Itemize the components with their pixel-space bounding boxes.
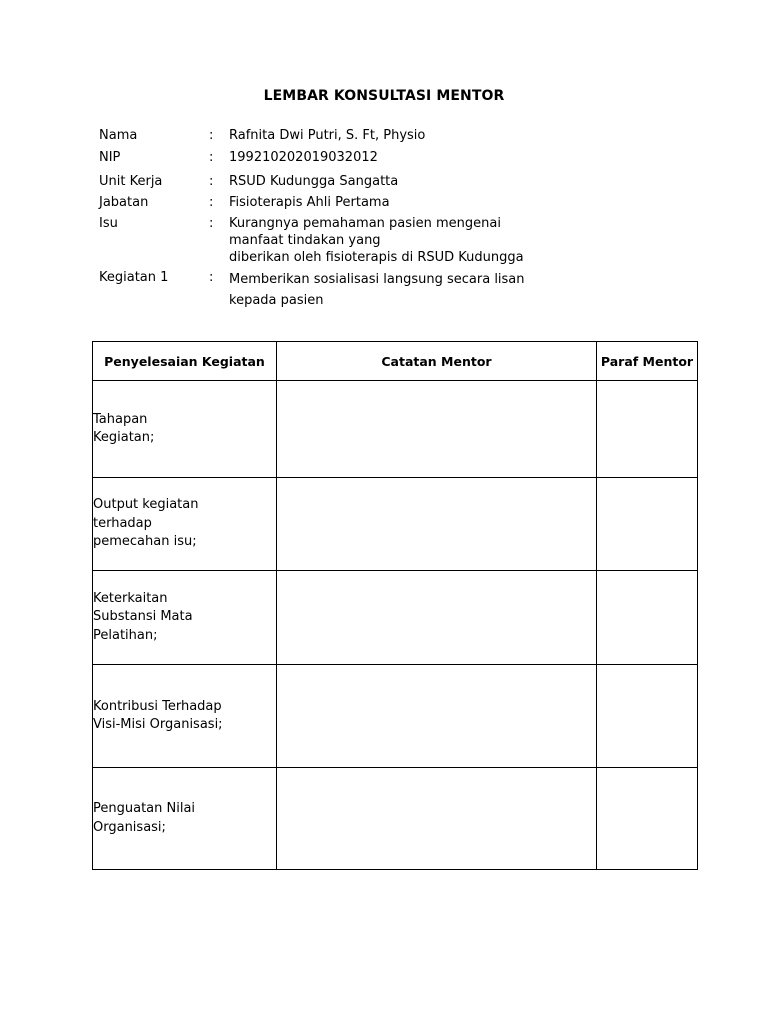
paraf-mentor-cell[interactable] — [597, 571, 698, 665]
row-label-line: Kontribusi Terhadap — [93, 698, 222, 714]
table-row — [93, 571, 698, 665]
table-row — [93, 768, 698, 870]
header-penyelesaian-kegiatan: Penyelesaian Kegiatan — [93, 342, 277, 381]
row-label-keterkaitan-substansi — [93, 571, 277, 665]
info-value-line: diberikan oleh fisioterapis di RSUD Kudungga — [229, 250, 524, 265]
paraf-mentor-cell[interactable] — [597, 381, 698, 478]
info-label: Jabatan — [99, 195, 149, 210]
info-colon: : — [209, 150, 214, 165]
catatan-mentor-cell[interactable] — [277, 478, 597, 571]
header-paraf-mentor: Paraf Mentor — [597, 342, 698, 381]
info-value — [229, 215, 524, 266]
info-value-line: Memberikan sosialisasi langsung secara lisan — [229, 272, 525, 287]
catatan-mentor-cell[interactable] — [277, 571, 597, 665]
info-colon: : — [209, 195, 214, 210]
row-label-kontribusi-visi-misi — [93, 665, 277, 768]
info-value — [229, 194, 390, 211]
info-label: Isu — [99, 216, 118, 231]
table-row — [93, 665, 698, 768]
consultation-table — [92, 341, 698, 870]
document-title: LEMBAR KONSULTASI MENTOR — [263, 88, 505, 104]
info-colon: : — [209, 216, 214, 231]
row-label-line: Output kegiatan — [93, 497, 199, 513]
info-value-line: Kurangnya pemahaman pasien mengenai — [229, 216, 501, 231]
row-label-line: terhadap — [93, 515, 152, 531]
header-catatan-mentor: Catatan Mentor — [277, 342, 597, 381]
info-value — [229, 173, 398, 190]
info-value — [229, 269, 525, 311]
info-label: Nama — [99, 128, 138, 143]
info-label: NIP — [99, 150, 121, 165]
row-label-line: Penguatan Nilai — [93, 801, 196, 816]
info-colon: : — [209, 270, 214, 285]
row-label-line: pemecahan isu; — [93, 534, 197, 550]
info-value-line: 199210202019032012 — [229, 150, 378, 165]
info-value-line: kepada pasien — [229, 293, 324, 308]
table-row — [93, 381, 698, 478]
row-label-line: Visi-Misi Organisasi; — [93, 717, 223, 732]
info-value — [229, 127, 425, 144]
catatan-mentor-cell[interactable] — [277, 665, 597, 768]
row-label-line: Pelatihan; — [93, 627, 158, 643]
catatan-mentor-cell[interactable] — [277, 768, 597, 870]
table-row — [93, 478, 698, 571]
info-value-line: manfaat tindakan yang — [229, 233, 381, 248]
paraf-mentor-cell[interactable] — [597, 768, 698, 870]
row-label-line: Kegiatan; — [93, 430, 155, 445]
row-label-line: Substansi Mata — [93, 609, 193, 625]
info-value — [229, 149, 378, 166]
row-label-line: Keterkaitan — [93, 590, 168, 606]
catatan-mentor-cell[interactable] — [277, 381, 597, 478]
info-value-line: Rafnita Dwi Putri, S. Ft, Physio — [229, 128, 426, 143]
row-label-penguatan-nilai — [93, 768, 277, 870]
table-header-row — [93, 342, 698, 381]
row-label-output-kegiatan — [93, 478, 277, 571]
paraf-mentor-cell[interactable] — [597, 478, 698, 571]
info-value-line: RSUD Kudungga Sangatta — [229, 174, 399, 189]
row-label-line: Organisasi; — [93, 819, 166, 835]
info-label: Kegiatan 1 — [99, 270, 169, 285]
info-colon: : — [209, 174, 214, 189]
row-label-line: Tahapan — [93, 411, 148, 427]
paraf-mentor-cell[interactable] — [597, 665, 698, 768]
info-value-line: Fisioterapis Ahli Pertama — [229, 195, 390, 210]
row-label-tahapan-kegiatan — [93, 381, 277, 478]
info-colon: : — [209, 128, 214, 143]
info-label: Unit Kerja — [99, 174, 163, 189]
